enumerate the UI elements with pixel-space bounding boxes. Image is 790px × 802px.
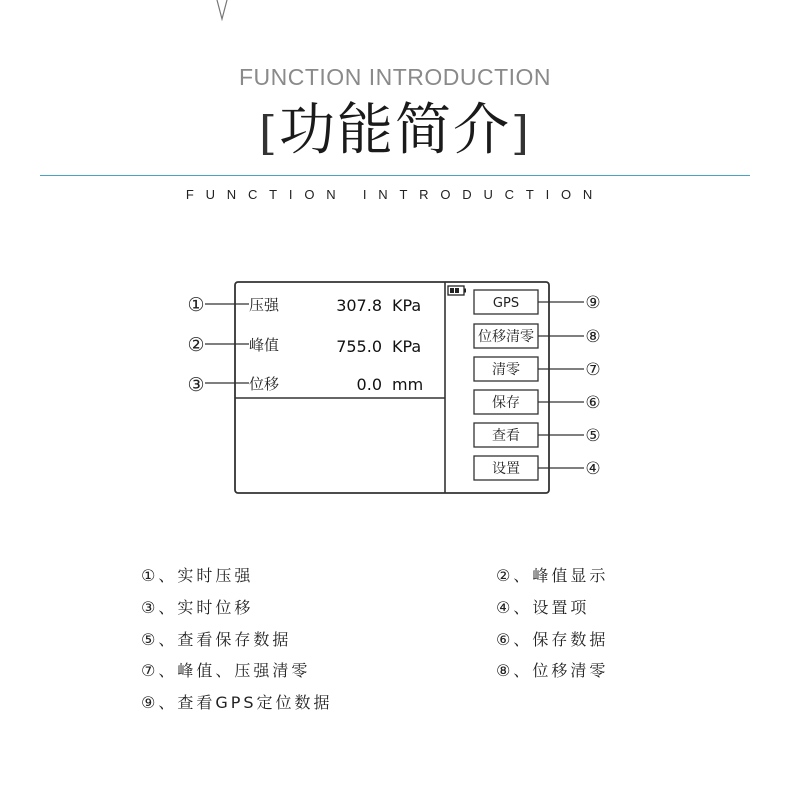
subtitle-english: FUNCTION INTRODUCTION xyxy=(185,187,605,202)
button-settings[interactable] xyxy=(474,456,601,480)
marker-3: ③ xyxy=(187,374,205,396)
legend-item-7: ⑦、峰值、压强清零 xyxy=(141,661,311,680)
legend-item-4: ④、设置项 xyxy=(496,598,590,617)
readout-row-displacement xyxy=(187,374,423,396)
button-view[interactable] xyxy=(474,423,601,447)
readout-value-displacement: 0.0 xyxy=(356,375,382,394)
legend-item-9: ⑨、查看GPS定位数据 xyxy=(141,693,333,712)
marker-2: ② xyxy=(187,334,205,356)
readout-unit-peak: KPa xyxy=(392,337,422,356)
marker-7: ⑦ xyxy=(585,360,601,380)
button-displacement-reset-label: 位移清零 xyxy=(478,329,534,345)
button-view-label: 查看 xyxy=(492,428,520,444)
button-reset-label: 清零 xyxy=(492,362,520,378)
marker-4: ④ xyxy=(585,459,601,479)
button-save[interactable] xyxy=(474,390,601,414)
readout-row-pressure xyxy=(187,294,421,316)
legend-item-6: ⑥、保存数据 xyxy=(496,630,609,649)
bracket-close: ] xyxy=(511,106,531,160)
button-save-label: 保存 xyxy=(492,395,520,411)
marker-8: ⑧ xyxy=(585,327,601,347)
readout-unit-pressure: KPa xyxy=(392,296,422,315)
marker-1: ① xyxy=(187,294,205,316)
bracket-open: [ xyxy=(259,106,279,160)
button-displacement-reset[interactable] xyxy=(474,324,601,348)
readout-label-displacement: 位移 xyxy=(249,375,280,393)
readout-value-peak: 755.0 xyxy=(336,337,382,356)
marker-5: ⑤ xyxy=(585,426,601,446)
readout-value-pressure: 307.8 xyxy=(336,296,382,315)
legend-item-1: ①、实时压强 xyxy=(141,566,254,585)
battery-icon xyxy=(448,286,466,295)
readout-label-pressure: 压强 xyxy=(249,296,280,314)
button-gps[interactable] xyxy=(474,290,601,314)
button-gps-label: GPS xyxy=(492,296,520,311)
marker-9: ⑨ xyxy=(585,293,601,313)
button-reset[interactable] xyxy=(474,357,601,381)
title-english: FUNCTION INTRODUCTION xyxy=(238,64,552,90)
legend-item-8: ⑧、位移清零 xyxy=(496,661,609,680)
readout-row-peak xyxy=(187,334,421,356)
legend-item-5: ⑤、查看保存数据 xyxy=(141,630,292,649)
marker-6: ⑥ xyxy=(585,393,601,413)
readout-unit-displacement: mm xyxy=(392,375,424,394)
legend-item-3: ③、实时位移 xyxy=(141,598,254,617)
title-chinese-text: 功能简介 xyxy=(279,98,511,163)
button-settings-label: 设置 xyxy=(492,461,520,477)
legend-item-2: ②、峰值显示 xyxy=(496,566,609,585)
readout-label-peak: 峰值 xyxy=(249,336,280,354)
